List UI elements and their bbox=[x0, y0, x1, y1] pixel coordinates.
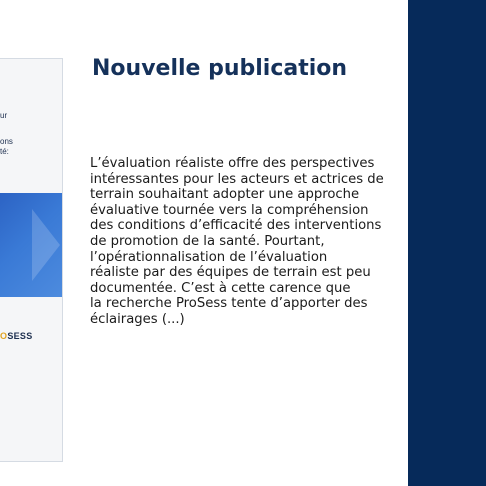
logo-suffix: SESS bbox=[7, 331, 33, 341]
description-line: la recherche ProSess tente d’apporter des bbox=[90, 296, 368, 312]
publication-cover[interactable] bbox=[0, 58, 63, 462]
cover-text: ur bbox=[0, 111, 8, 120]
description-line: documentée. C’est à cette carence que bbox=[90, 280, 351, 296]
description-line: réaliste par des équipes de terrain est peu bbox=[90, 265, 371, 281]
logo-o: O bbox=[0, 331, 8, 341]
description-line: l’opérationnalisation de l’évaluation bbox=[90, 249, 328, 265]
description-line: évaluative tournée vers la compréhension bbox=[90, 202, 369, 218]
cover-text: ons bbox=[0, 137, 13, 146]
description-line: de promotion de la santé. Pourtant, bbox=[90, 233, 325, 249]
description-line: L’évaluation réaliste offre des perspectives bbox=[90, 156, 375, 171]
description-line: des conditions d’efficacité des interventions bbox=[90, 218, 382, 234]
cover-chevron-shape bbox=[32, 209, 60, 281]
description-line: intéressantes pour les acteurs et actrices de bbox=[90, 171, 384, 187]
description-line: terrain souhaitant adopter une approche bbox=[90, 187, 360, 203]
cover-text: té: bbox=[0, 147, 9, 156]
page-title: Nouvelle publication bbox=[92, 56, 348, 81]
navy-side-panel bbox=[408, 0, 486, 486]
description-line: éclairages (...) bbox=[90, 311, 185, 327]
cover-logo bbox=[0, 331, 33, 341]
publication-description bbox=[90, 156, 396, 328]
